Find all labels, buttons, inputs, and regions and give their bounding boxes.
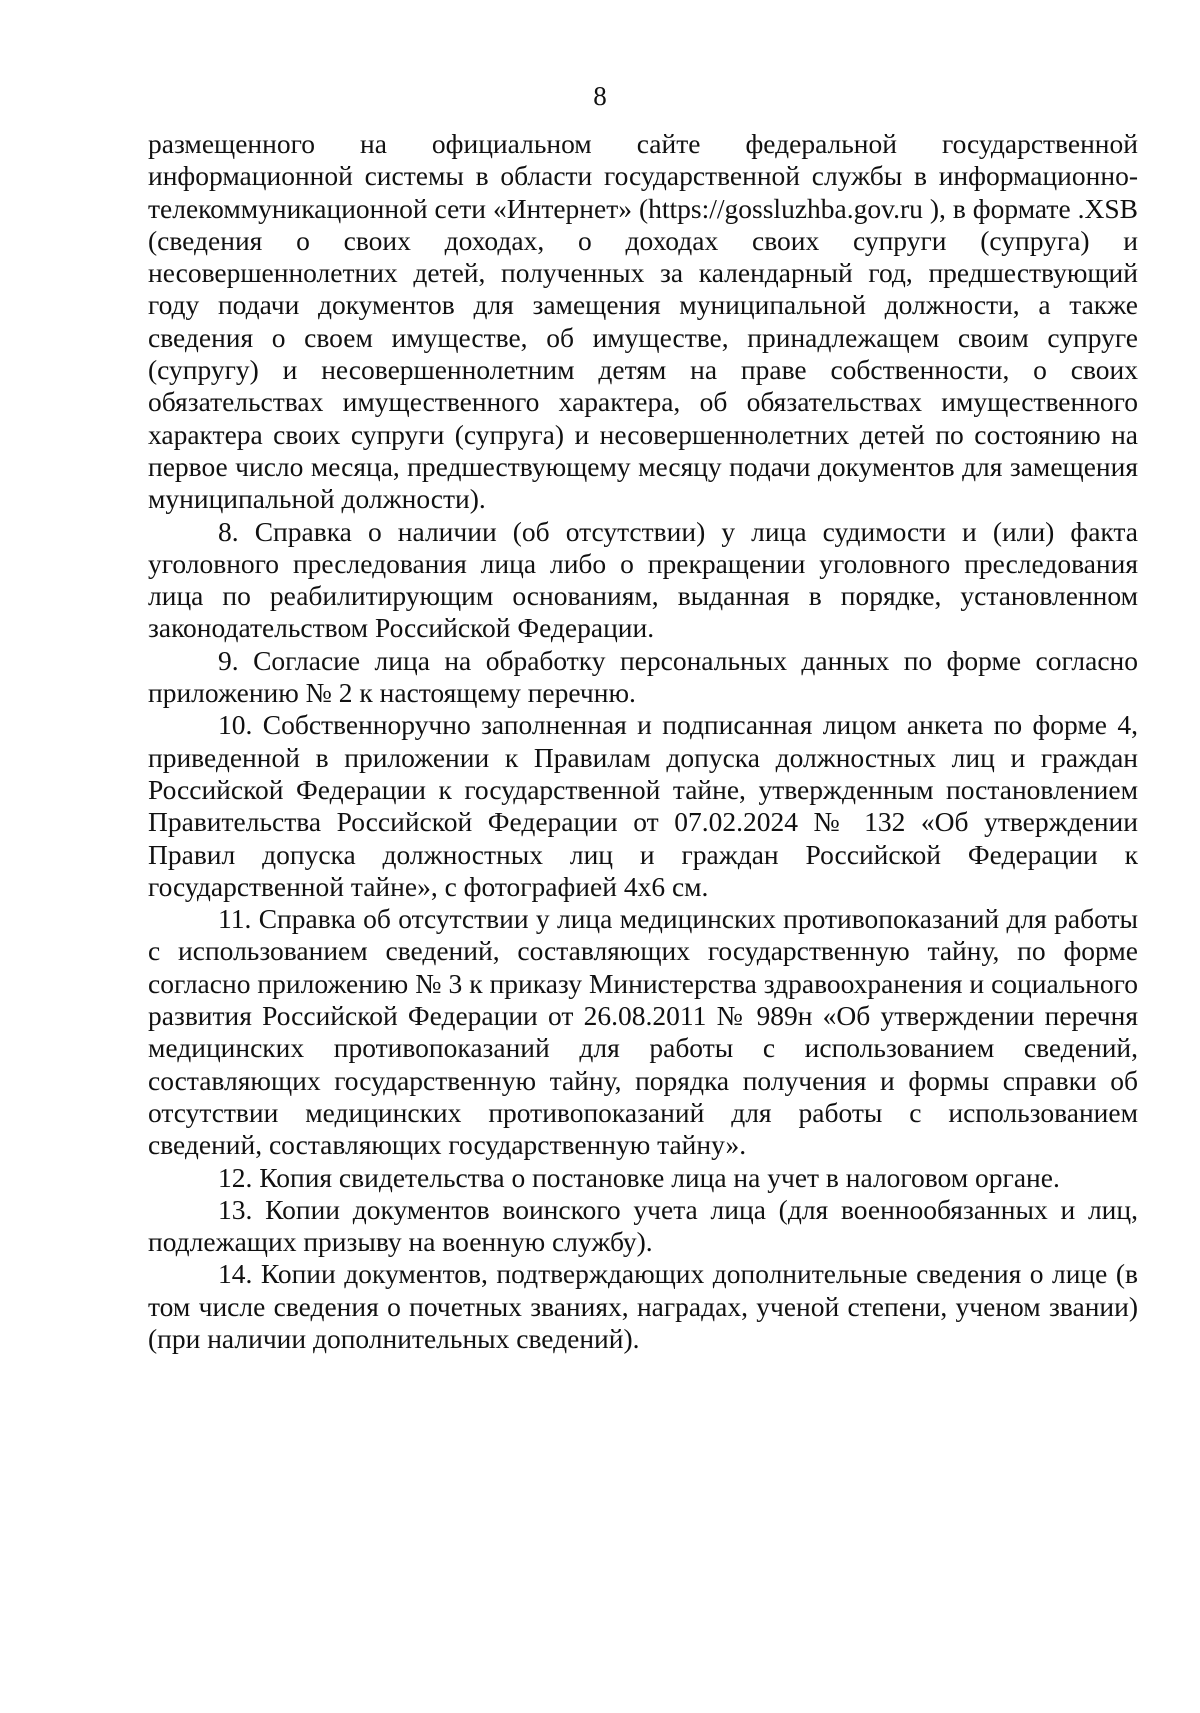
- document-body: [148, 128, 1138, 1355]
- paragraph-continuation: размещенного на официальном сайте федеральной государственной информационной системы в области государственной службы в информационно-телекоммуникационной сети «Интернет» (https://gossluzhba.gov.ru ), в формате .XSB (сведения о своих доходах, о доходах своих супруги (супруга) и несовершеннолетних детей, полученных за календарный год, предшествующий году подачи документов для замещения муниципальной должности, а также сведения о своем имуществе, об имуществе, принадлежащем своим супруге (супругу) и несовершеннолетним детям на праве собственности, о своих обязательствах имущественного характера, об обязательствах имущественного характера своих супруги (супруга) и несовершеннолетних детей по состоянию на первое число месяца, предшествующему месяцу подачи документов для замещения муниципальной должности).: [148, 128, 1138, 515]
- paragraph-item-11: 11. Справка об отсутствии у лица медицинских противопоказаний для работы с использованием сведений, составляющих государственную тайну, по форме согласно приложению № 3 к приказу Министерства здравоохранения и социального развития Российской Федерации от 26.08.2011 № 989н «Об утверждении перечня медицинских противопоказаний для работы с использованием сведений, составляющих государственную тайну, порядка получения и формы справки об отсутствии медицинских противопоказаний для работы с использованием сведений, составляющих государственную тайну».: [148, 903, 1138, 1161]
- paragraph-item-13: 13. Копии документов воинского учета лица (для военнообязанных и лиц, подлежащих призыву на военную службу).: [148, 1193, 1138, 1258]
- paragraph-item-8: 8. Справка о наличии (об отсутствии) у лица судимости и (или) факта уголовного преследования лица либо о прекращении уголовного преследования лица по реабилитирующим основаниям, выданная в порядке, установленном законодательством Российской Федерации.: [148, 515, 1138, 644]
- paragraph-item-14: 14. Копии документов, подтверждающих дополнительные сведения о лице (в том числе сведения о почетных званиях, наградах, ученой степени, ученом звании) (при наличии дополнительных сведений).: [148, 1258, 1138, 1354]
- paragraph-item-10: 10. Собственноручно заполненная и подписанная лицом анкета по форме 4, приведенной в приложении к Правилам допуска должностных лиц и граждан Российской Федерации к государственной тайне, утвержденным постановлением Правительства Российской Федерации от 07.02.2024 № 132 «Об утверждении Правил допуска должностных лиц и граждан Российской Федерации к государственной тайне», с фотографией 4x6 см.: [148, 709, 1138, 902]
- paragraph-item-9: 9. Согласие лица на обработку персональных данных по форме согласно приложению № 2 к настоящему перечню.: [148, 644, 1138, 709]
- page-number: 8: [593, 81, 607, 111]
- paragraph-item-12: 12. Копия свидетельства о постановке лица на учет в налоговом органе.: [218, 1161, 1060, 1193]
